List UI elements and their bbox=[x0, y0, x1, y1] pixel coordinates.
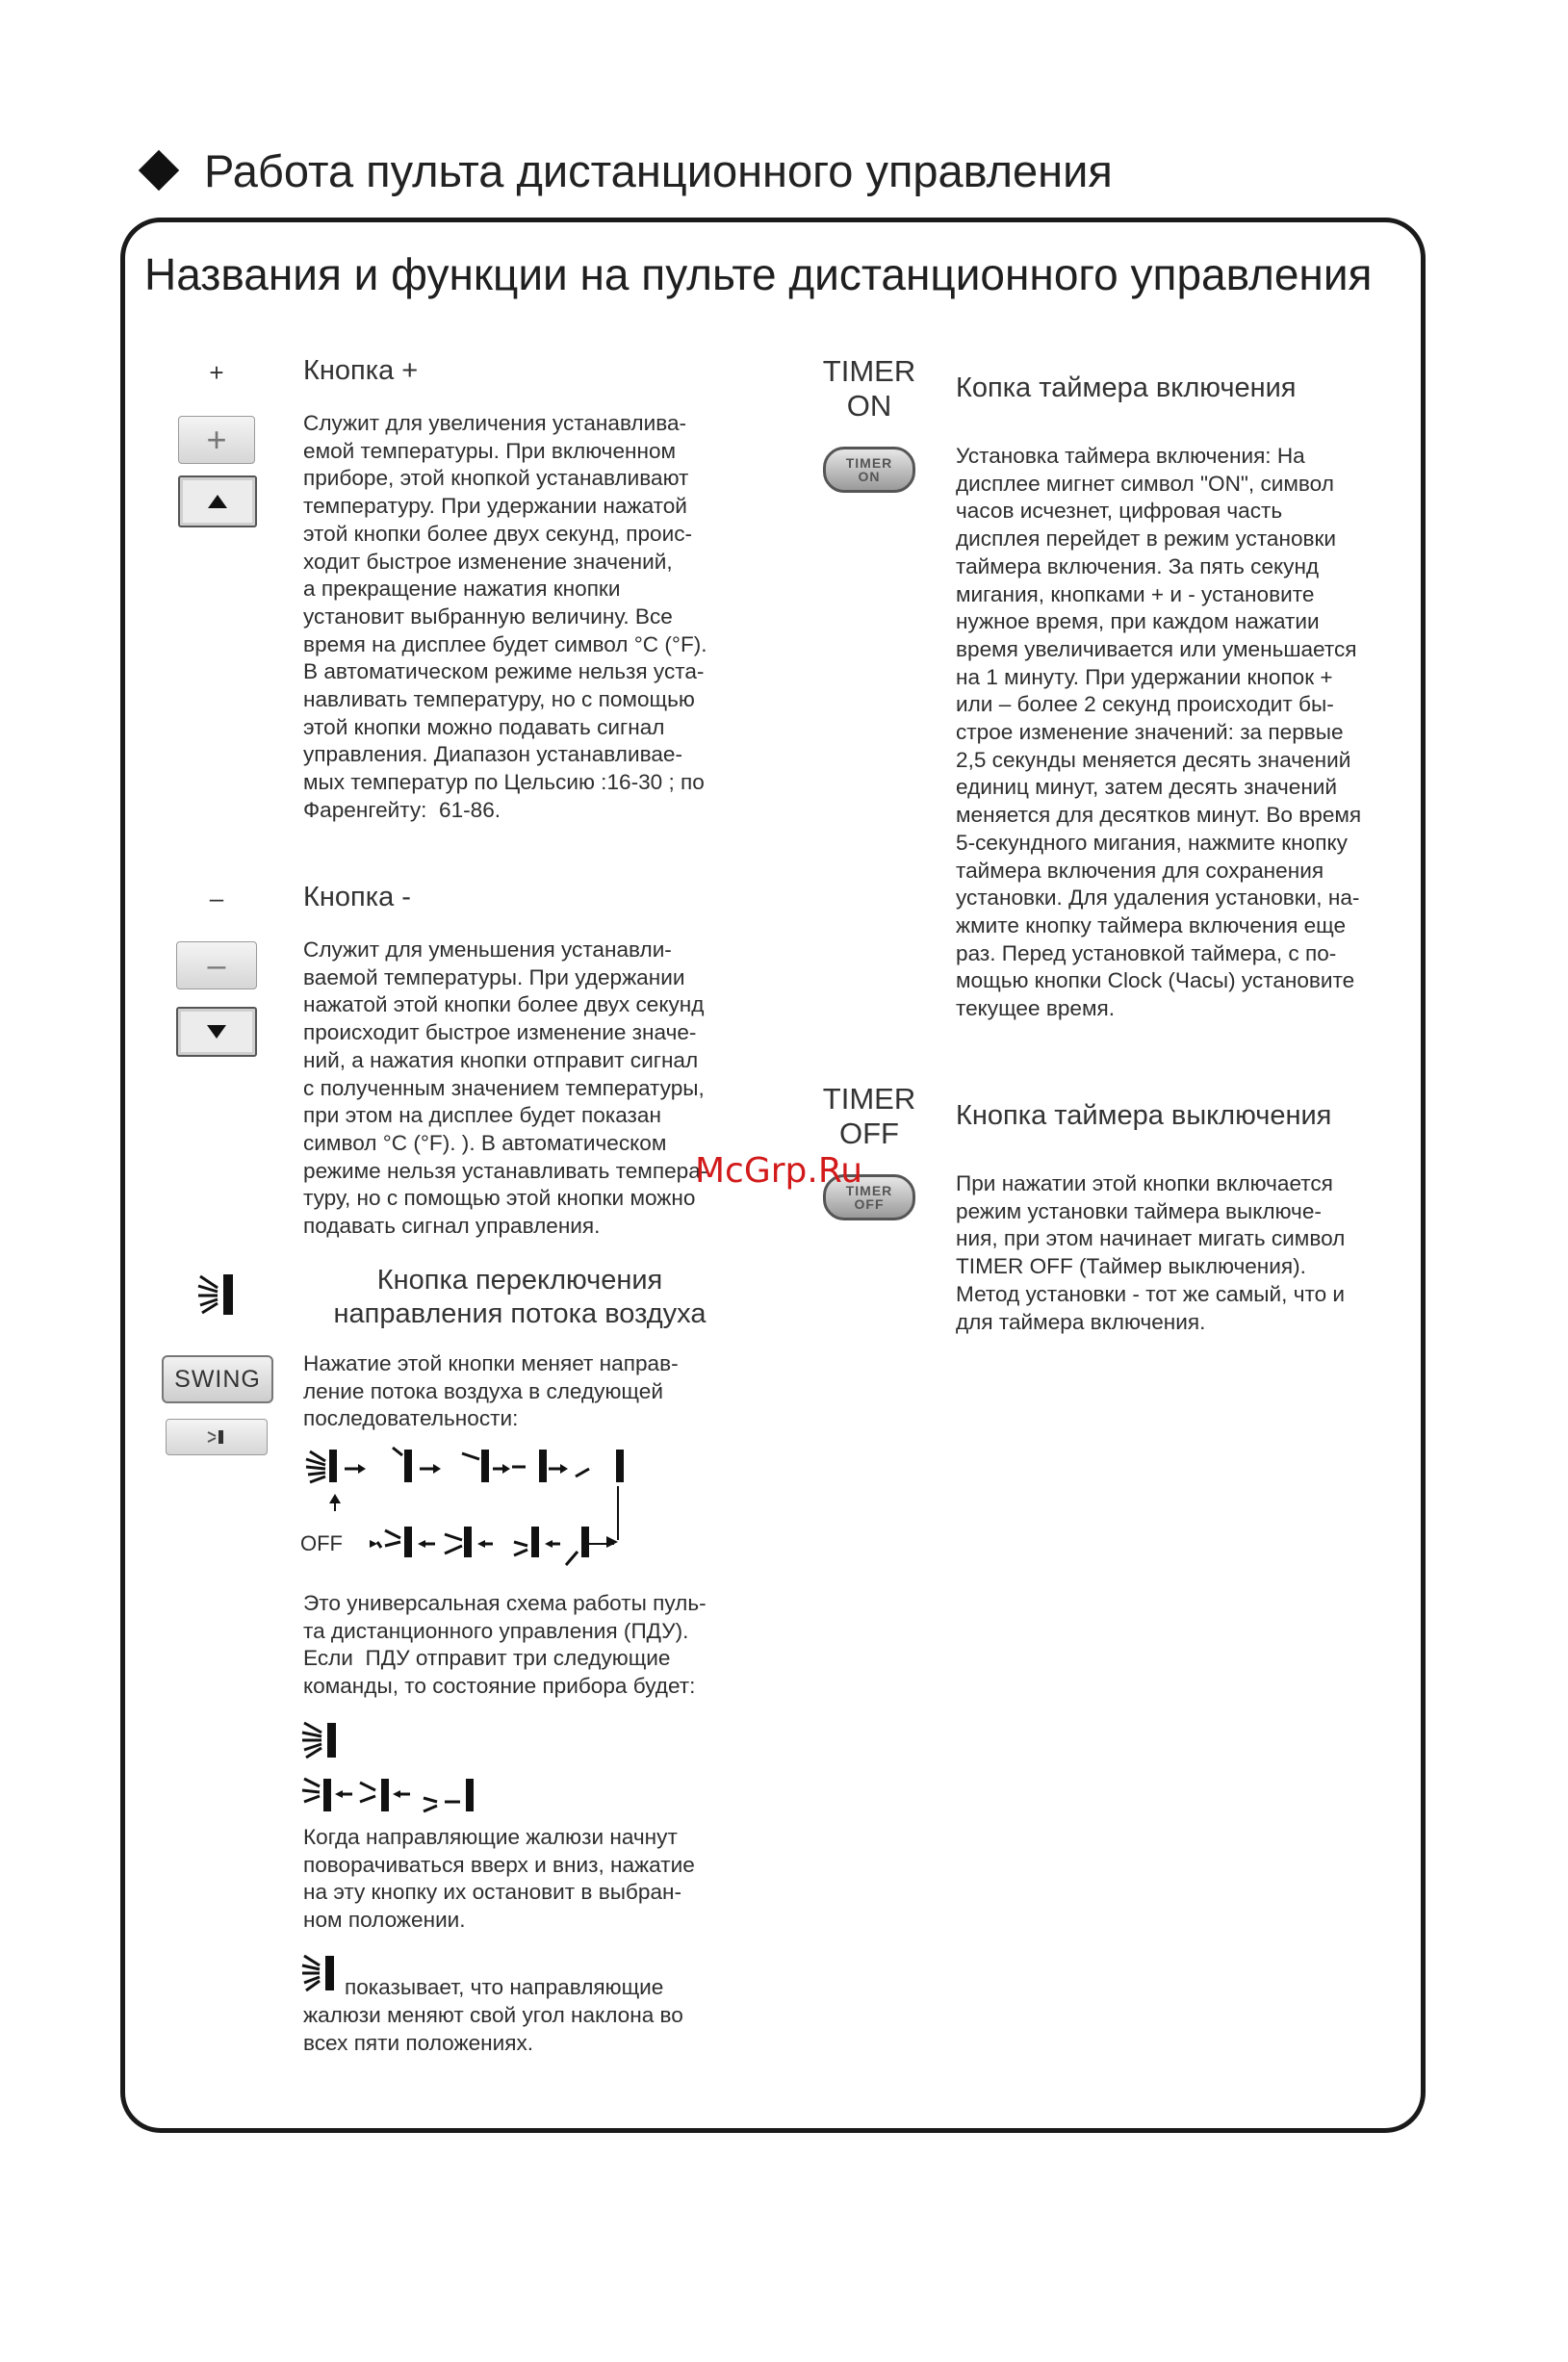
swing-title-line2: направления потока воздуха bbox=[333, 1298, 707, 1329]
swing-icon bbox=[196, 1272, 239, 1317]
plus-symbol: + bbox=[209, 358, 224, 387]
airflow-position-icon bbox=[306, 1450, 337, 1482]
timer-on-label-line1: TIMER bbox=[822, 354, 916, 388]
swing-key-icon: SWING bbox=[162, 1355, 273, 1403]
minus-symbol: – bbox=[209, 884, 224, 912]
watermark: McGrp.Ru bbox=[695, 1151, 863, 1191]
swing-title-line1: Кнопка переключения bbox=[376, 1265, 663, 1296]
timer-on-description: Установка таймера включения: На дисплее мигнет символ "ON", символ часов исчезнет, цифровая часть дисплея перейдет в режим установки таймера включения. За пять секунд мигания, кнопками + и - установите нужное время, при каждом нажатии время увеличивается или уменьшается на 1 минуту. При удержании кнопок + или – более 2 секунд происходит бы- строе изменение значений: за первые 2,5 секунды меняется десять значений единиц минут, затем десять значений меняется для десятков минут. Во время 5-секундного мигания, нажмите кнопку таймера включения для сохранения установки. Для удаления установки, на- жмите кнопку таймера включения еще раз. Перед установкой таймера, с по- мощью кнопки Clock (Часы) установите текущее время. bbox=[956, 444, 1362, 1021]
frame-title: Названия и функции на пульте дистанционного управления bbox=[144, 249, 1373, 299]
plus-title: Кнопка + bbox=[303, 355, 419, 386]
timer-off-key-line2: OFF bbox=[854, 1196, 885, 1212]
down-arrow-key-icon bbox=[176, 1007, 257, 1057]
timer-on-key-line2: ON bbox=[858, 469, 881, 484]
timer-on-key-line1: TIMER bbox=[845, 455, 893, 471]
timer-off-label bbox=[811, 1082, 927, 1151]
swing-off-label: OFF bbox=[300, 1531, 343, 1555]
minus-key-icon: – bbox=[176, 941, 257, 989]
diamond-icon bbox=[139, 150, 179, 191]
swing-description-2: Это универсальная схема работы пуль- та дистанционного управления (ПДУ). Если ПДУ отправит три следующие команды, то состояние прибора будет: bbox=[303, 1591, 707, 1699]
minus-title: Кнопка - bbox=[303, 882, 411, 912]
swing-description-4-line1: показывает, что направляющие bbox=[345, 1975, 664, 1999]
swing-description-4: жалюзи меняют свой угол наклона во всех пяти положениях. bbox=[303, 2003, 683, 2055]
swing-description-3: Когда направляющие жалюзи начнут поворачиваться вверх и вниз, нажатие на эту кнопку их остановит в выбран- ном положении. bbox=[303, 1825, 695, 1933]
swing-sequence-diagram bbox=[300, 1440, 637, 1588]
timer-off-title: Кнопка таймера выключения bbox=[956, 1100, 1332, 1131]
timer-off-label-line2: OFF bbox=[839, 1117, 899, 1150]
up-arrow-key-icon bbox=[178, 475, 257, 527]
swing-description: Нажатие этой кнопки меняет направ- ление потока воздуха в следующей последовательности: bbox=[303, 1351, 679, 1431]
swing-command-icon bbox=[300, 1719, 343, 1761]
timer-off-label-line1: TIMER bbox=[822, 1082, 916, 1116]
swing-title bbox=[322, 1264, 717, 1331]
timer-on-title: Копка таймера включения bbox=[956, 372, 1297, 403]
minus-description: Служит для уменьшения устанавли- ваемой температуры. При удержании нажатой этой кнопки более двух секунд происходит быстрое изменение значе- ний, а нажатия кнопки отправит сигнал с полученным значением температуры, при этом на дисплее будет показан символ °C (°F). ). В автоматическом режиме нельзя устанавливать темпера- туру, но с помощью этой кнопки можно подавать сигнал управления. bbox=[303, 937, 708, 1239]
timer-off-description: При нажатии этой кнопки включается режим установки таймера выключе- ния, при этом начинает мигать символ TIMER OFF (Таймер выключения). Метод установки - тот же самый, что и для таймера включения. bbox=[956, 1171, 1346, 1334]
swing-command-sequence bbox=[300, 1773, 483, 1817]
plus-description: Служит для увеличения устанавлива- емой температуры. При включенном приборе, этой кнопкой устанавливают температуру. При удержании нажатой этой кнопки более двух секунд, проис- ходит быстрое изменение значений, а прекращение нажатия кнопки установит выбранную величину. Все время на дисплее будет символ °C (°F). В автоматическом режиме нельзя уста- навливать температуру, но с помощью этой кнопки можно подавать сигнал управления. Диапазон устанавливае- мых температур по Цельсию :16-30 ; по Фаренгейту: 61-86. bbox=[303, 411, 707, 822]
timer-off-key-line1: TIMER bbox=[845, 1183, 893, 1198]
swing-small-key-icon bbox=[166, 1419, 268, 1455]
timer-on-label-line2: ON bbox=[846, 389, 892, 423]
timer-on-label bbox=[811, 354, 927, 424]
timer-on-key-icon bbox=[823, 447, 915, 493]
plus-key-icon: + bbox=[178, 416, 255, 464]
page-heading: Работа пульта дистанционного управления bbox=[204, 145, 1113, 196]
swing-all-positions-icon bbox=[300, 1952, 339, 1994]
